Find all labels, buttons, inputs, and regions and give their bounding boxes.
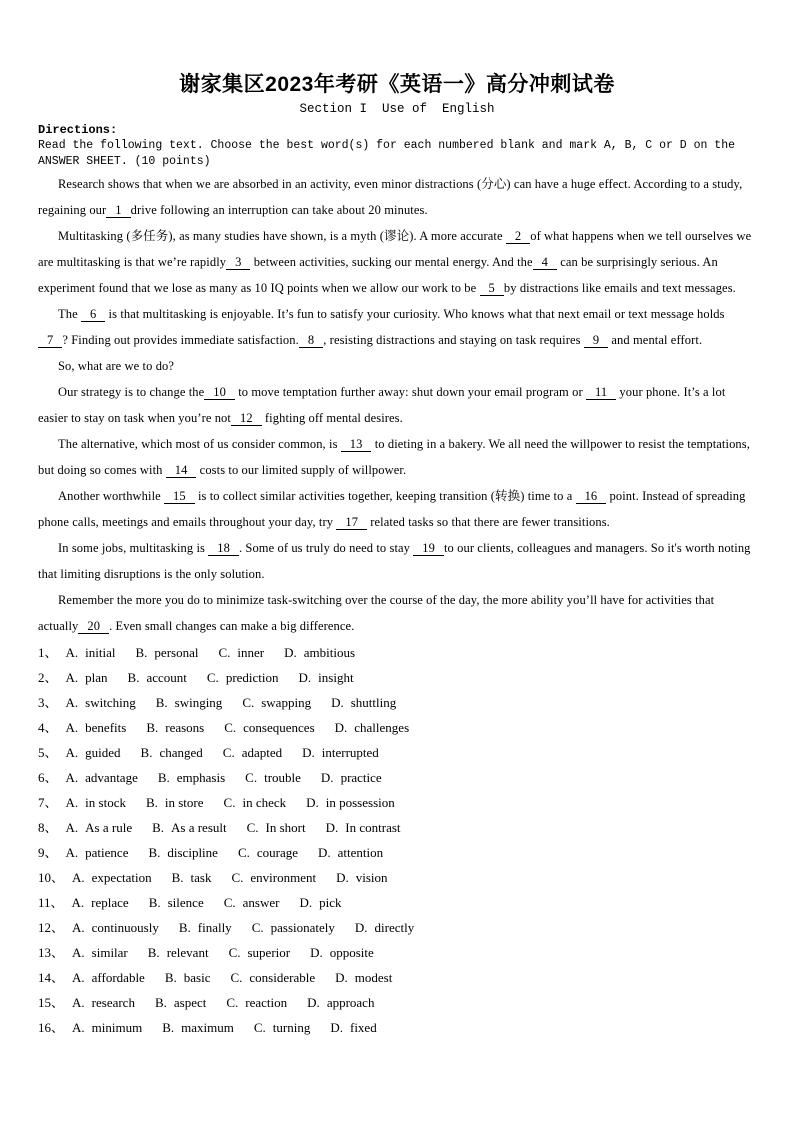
question-10 — [38, 865, 756, 890]
option-text: trouble — [264, 770, 301, 785]
option-letter: B. — [148, 895, 161, 910]
option-text: passionately — [270, 920, 335, 935]
question-4 — [38, 715, 756, 740]
option-text: swinging — [174, 695, 223, 710]
option-letter: C. — [218, 645, 231, 660]
option-text: inner — [237, 645, 265, 660]
option-letter: A. — [65, 695, 79, 710]
option-letter: B. — [155, 695, 168, 710]
option-letter: B. — [162, 1020, 175, 1035]
option-letter: C. — [226, 995, 239, 1010]
option-text: superior — [247, 945, 291, 960]
option-text: In contrast — [345, 820, 401, 835]
section-heading: Section I Use of English — [299, 102, 495, 116]
option-text: plan — [85, 670, 108, 685]
cloze-blank-4: 4 — [533, 255, 557, 270]
option-letter: D. — [306, 795, 319, 810]
question-13 — [38, 940, 756, 965]
option-letter: A. — [65, 645, 79, 660]
option-letter: D. — [284, 645, 297, 660]
option-text: advantage — [85, 770, 138, 785]
option-letter: D. — [325, 820, 339, 835]
option-text: in possession — [325, 795, 395, 810]
cloze-blank-12: 12 — [231, 411, 262, 426]
directions-label: Directions: — [38, 123, 118, 137]
option-text: continuously — [91, 920, 159, 935]
option-text: patience — [85, 845, 129, 860]
option-letter: A. — [72, 870, 85, 885]
option-letter: A. — [71, 895, 85, 910]
option-letter: C. — [246, 820, 259, 835]
question-14 — [38, 965, 756, 990]
option-letter: D. — [336, 870, 349, 885]
option-letter: D. — [334, 720, 348, 735]
option-text: answer — [242, 895, 280, 910]
option-letter: C. — [223, 895, 236, 910]
option-letter: B. — [171, 870, 184, 885]
option-letter: C. — [222, 745, 235, 760]
option-letter: B. — [135, 645, 148, 660]
option-text: account — [146, 670, 187, 685]
directions-text: Read the following text. Choose the best word(s) for each numbered blank and mark A, B, C or D on the ANSWER SHEET. (10 points) — [38, 139, 736, 168]
cloze-blank-13: 13 — [341, 437, 372, 452]
option-letter: C. — [231, 870, 244, 885]
passage-paragraph: Research shows that when we are absorbed in an activity, even minor distractions (分心) can have a huge effect. According to a study, regaining our 1 drive following an interruption can take about 20 minutes. — [38, 177, 743, 217]
option-letter: C. — [237, 845, 250, 860]
question-1 — [38, 640, 756, 665]
question-number: 12、 — [38, 920, 65, 935]
option-letter: A. — [65, 720, 79, 735]
option-text: swapping — [261, 695, 312, 710]
option-letter: A. — [65, 745, 79, 760]
cloze-blank-5: 5 — [480, 281, 504, 296]
option-text: practice — [340, 770, 382, 785]
option-text: modest — [354, 970, 393, 985]
cloze-blank-6: 6 — [81, 307, 105, 322]
question-7 — [38, 790, 756, 815]
option-text: guided — [85, 745, 121, 760]
cloze-blank-14: 14 — [166, 463, 197, 478]
option-text: in stock — [85, 795, 126, 810]
option-text: As a result — [171, 820, 227, 835]
option-letter: A. — [65, 770, 79, 785]
passage-paragraph: So, what are we to do? — [58, 359, 175, 373]
option-text: maximum — [181, 1020, 234, 1035]
cloze-blank-20: 20 — [78, 619, 109, 634]
option-text: research — [91, 995, 135, 1010]
option-letter: D. — [299, 895, 313, 910]
question-list — [38, 640, 756, 1040]
option-letter: D. — [318, 845, 331, 860]
cloze-blank-2: 2 — [506, 229, 530, 244]
question-6 — [38, 765, 756, 790]
question-number: 11、 — [38, 895, 64, 910]
option-text: fixed — [349, 1020, 377, 1035]
option-text: in store — [164, 795, 204, 810]
option-text: courage — [256, 845, 298, 860]
option-letter: C. — [206, 670, 219, 685]
option-text: In short — [265, 820, 306, 835]
option-text: aspect — [173, 995, 207, 1010]
question-number: 10、 — [38, 870, 65, 885]
cloze-blank-17: 17 — [336, 515, 367, 530]
option-letter: A. — [72, 1020, 85, 1035]
option-letter: A. — [65, 670, 79, 685]
option-text: emphasis — [176, 770, 226, 785]
question-number: 15、 — [38, 995, 65, 1010]
option-letter: C. — [230, 970, 243, 985]
option-text: environment — [250, 870, 317, 885]
option-letter: A. — [72, 920, 85, 935]
option-letter: B. — [148, 845, 161, 860]
option-text: As a rule — [85, 820, 133, 835]
option-text: replace — [91, 895, 129, 910]
option-text: ambitious — [303, 645, 356, 660]
option-letter: B. — [146, 720, 159, 735]
option-text: consequences — [243, 720, 315, 735]
option-text: changed — [159, 745, 203, 760]
question-number: 2、 — [38, 670, 58, 685]
cloze-blank-1: 1 — [106, 203, 130, 218]
cloze-blank-8: 8 — [299, 333, 323, 348]
question-number: 1、 — [38, 645, 58, 660]
option-text: discipline — [167, 845, 218, 860]
option-text: adapted — [241, 745, 283, 760]
option-text: challenges — [354, 720, 410, 735]
option-letter: D. — [298, 670, 312, 685]
question-number: 13、 — [38, 945, 65, 960]
passage-paragraph: In some jobs, multitasking is 18 . Some of us truly do need to stay 19 to our clients, colleagues and managers. So it's worth noting that limiting disruptions is the only solution. — [38, 541, 751, 581]
option-letter: C. — [223, 795, 236, 810]
cloze-blank-16: 16 — [576, 489, 607, 504]
question-5 — [38, 740, 756, 765]
option-letter: A. — [65, 795, 79, 810]
option-text: affordable — [91, 970, 145, 985]
option-letter: D. — [330, 1020, 343, 1035]
option-text: initial — [85, 645, 116, 660]
option-text: finally — [197, 920, 232, 935]
option-letter: D. — [302, 745, 315, 760]
option-text: pick — [319, 895, 342, 910]
passage-paragraph: The 6 is that multitasking is enjoyable. It’s fun to satisfy your curiosity. Who knows what that next email or text message holds 7 ? Finding out provides immediate satisfaction. 8 , resisting distractions and staying on task requires 9 and mental effort. — [38, 301, 756, 353]
passage-paragraph: Our strategy is to change the 10 to move temptation further away: shut down your email program or 11 your phone. It’s a lot easier to stay on task when you’re not 12 fighting off mental desires. — [38, 385, 726, 425]
option-letter: D. — [320, 770, 334, 785]
option-text: task — [190, 870, 212, 885]
option-text: shuttling — [350, 695, 397, 710]
question-15 — [38, 990, 756, 1015]
option-text: opposite — [329, 945, 374, 960]
passage — [38, 171, 756, 639]
question-number: 4、 — [38, 720, 58, 735]
option-letter: C. — [253, 1020, 266, 1035]
option-text: similar — [91, 945, 128, 960]
question-16 — [38, 1015, 756, 1040]
option-letter: A. — [72, 995, 85, 1010]
question-number: 16、 — [38, 1020, 65, 1035]
passage-paragraph: Another worthwhile 15 is to collect similar activities together, keeping transition (转换) time to a 16 point. Instead of spreading phone calls, meetings and emails throughout your day, try 17 related tasks so that there are fewer transitions. — [38, 489, 746, 529]
cloze-blank-10: 10 — [204, 385, 235, 400]
cloze-blank-15: 15 — [164, 489, 195, 504]
option-text: benefits — [85, 720, 127, 735]
option-text: prediction — [225, 670, 279, 685]
option-text: switching — [85, 695, 136, 710]
question-number: 3、 — [38, 695, 58, 710]
option-letter: A. — [65, 845, 79, 860]
question-9 — [38, 840, 756, 865]
passage-paragraph: Multitasking (多任务), as many studies have shown, is a myth (谬论). A more accurate 2 of what happens when we tell ourselves we are multitasking is that we’re rapidly 3 between activities, sucking our mental energy. And the 4 can be surprisingly serious. An experiment found that we lose as many as 10 IQ points when we allow our work to be 5 by distractions like emails and text messages. — [38, 229, 752, 295]
question-11 — [38, 890, 756, 915]
option-text: reaction — [245, 995, 288, 1010]
option-text: expectation — [91, 870, 152, 885]
option-text: vision — [355, 870, 388, 885]
question-number: 9、 — [38, 845, 58, 860]
paper-title: 谢家集区2023年考研《英语一》高分冲刺试卷 — [179, 73, 615, 96]
option-letter: B. — [157, 770, 170, 785]
option-text: relevant — [166, 945, 209, 960]
cloze-blank-19: 19 — [413, 541, 444, 556]
option-letter: A. — [72, 970, 85, 985]
option-letter: A. — [65, 820, 79, 835]
question-number: 6、 — [38, 770, 58, 785]
cloze-blank-11: 11 — [586, 385, 616, 400]
option-text: approach — [326, 995, 375, 1010]
cloze-blank-9: 9 — [584, 333, 608, 348]
option-letter: D. — [307, 995, 320, 1010]
question-number: 5、 — [38, 745, 58, 760]
option-letter: C. — [224, 720, 237, 735]
option-text: in check — [242, 795, 287, 810]
option-text: minimum — [91, 1020, 143, 1035]
option-letter: B. — [152, 820, 165, 835]
passage-paragraph: Remember the more you do to minimize task-switching over the course of the day, the more ability you’ll have for activities that actually 20 . Even small changes can make a big difference. — [38, 593, 715, 633]
question-number: 14、 — [38, 970, 65, 985]
option-text: considerable — [249, 970, 316, 985]
option-letter: D. — [331, 695, 344, 710]
option-letter: B. — [178, 920, 191, 935]
option-text: interrupted — [321, 745, 379, 760]
question-12 — [38, 915, 756, 940]
passage-paragraph: The alternative, which most of us consider common, is 13 to dieting in a bakery. We all need the willpower to resist the temptations, but doing so comes with 14 costs to our limited supply of willpower. — [38, 437, 750, 477]
question-number: 8、 — [38, 820, 58, 835]
option-letter: D. — [310, 945, 323, 960]
option-letter: D. — [354, 920, 368, 935]
option-letter: A. — [72, 945, 85, 960]
question-2 — [38, 665, 756, 690]
option-text: attention — [337, 845, 384, 860]
option-letter: B. — [154, 995, 167, 1010]
option-text: insight — [318, 670, 354, 685]
option-letter: B. — [147, 945, 160, 960]
option-letter: B. — [164, 970, 177, 985]
option-text: reasons — [165, 720, 205, 735]
option-text: turning — [272, 1020, 311, 1035]
option-text: directly — [374, 920, 415, 935]
option-letter: C. — [228, 945, 241, 960]
option-letter: D. — [335, 970, 348, 985]
option-letter: C. — [242, 695, 255, 710]
option-letter: B. — [127, 670, 140, 685]
option-letter: C. — [245, 770, 258, 785]
cloze-blank-3: 3 — [226, 255, 250, 270]
option-letter: C. — [251, 920, 264, 935]
option-letter: B. — [140, 745, 153, 760]
option-text: silence — [167, 895, 204, 910]
question-3 — [38, 690, 756, 715]
cloze-blank-18: 18 — [208, 541, 239, 556]
question-8 — [38, 815, 756, 840]
option-text: basic — [183, 970, 211, 985]
question-number: 7、 — [38, 795, 58, 810]
option-text: personal — [154, 645, 199, 660]
cloze-blank-7: 7 — [38, 333, 62, 348]
option-letter: B. — [145, 795, 158, 810]
